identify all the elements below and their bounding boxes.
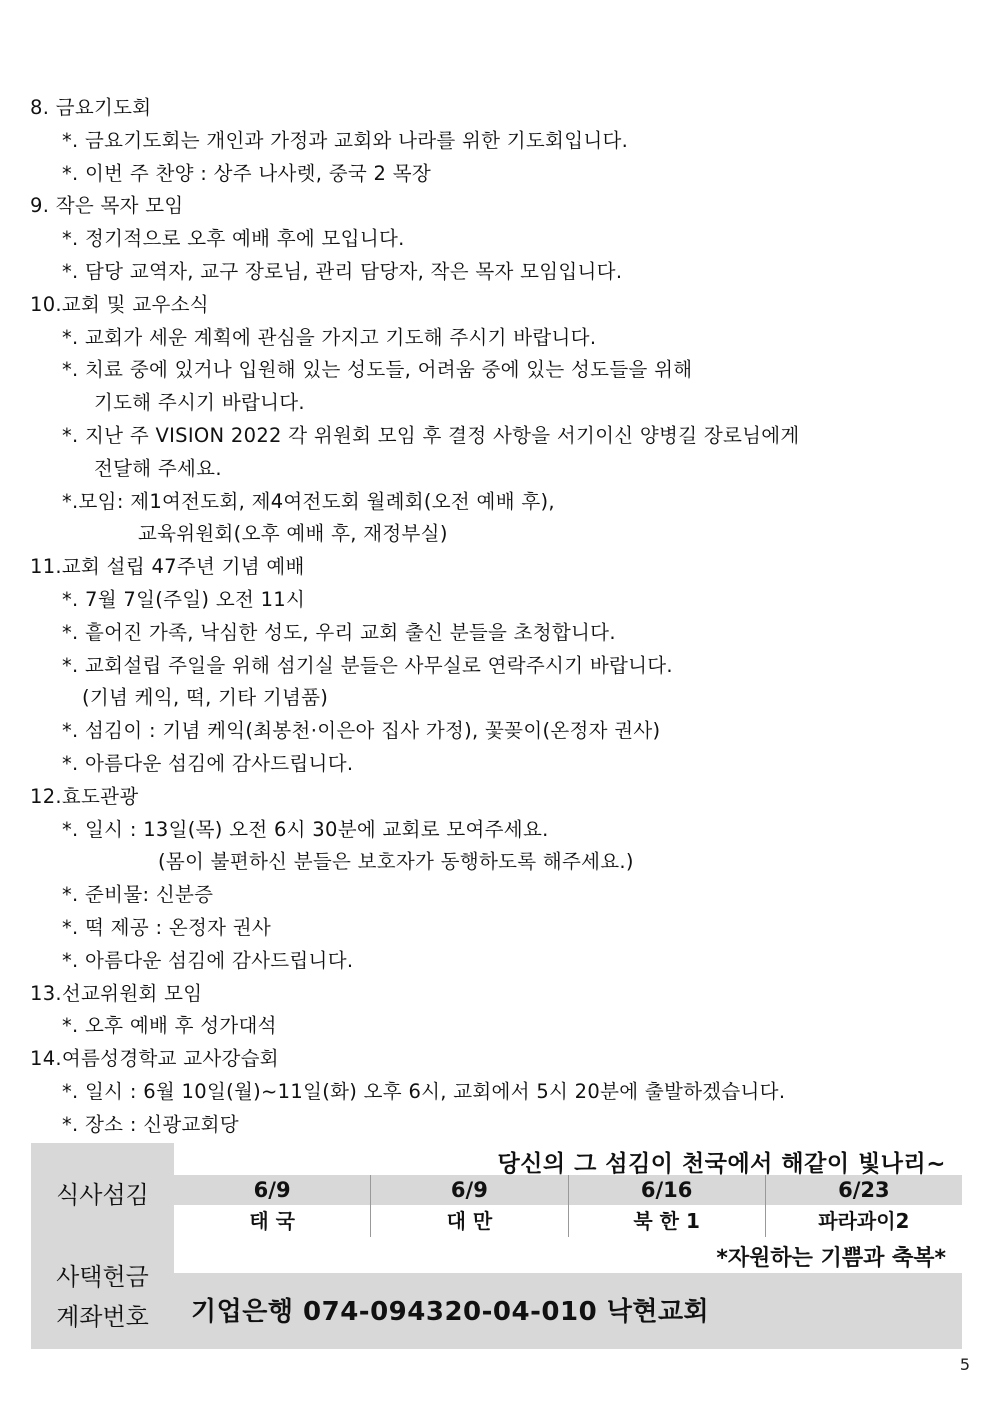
announcement-line: 기도해 주시기 바랍니다. — [94, 391, 305, 415]
meal-dates-row — [174, 1175, 962, 1205]
announcement-line: *. 지난 주 VISION 2022 각 위원회 모임 후 결정 사항을 서기이신 양병길 장로님에게 — [62, 423, 800, 447]
meal-group: 파라과이2 — [765, 1205, 962, 1237]
announcement-line: *. 담당 교역자, 교구 장로님, 관리 담당자, 작은 목자 모임입니다. — [62, 259, 623, 283]
announcement-line: *.모임: 제1여전도회, 제4여전도회 월례회(오전 예배 후), — [62, 489, 555, 513]
service-table — [31, 1143, 962, 1349]
announcement-line: 9. 작은 목자 모임 — [30, 194, 184, 218]
announcement-line: 14.여름성경학교 교사강습회 — [30, 1047, 279, 1071]
account-label: 계좌번호 — [56, 1303, 149, 1331]
motto-text: 당신의 그 섬김이 천국에서 해같이 빛나리~ — [497, 1151, 946, 1177]
bank-account: 기업은행 074-094320-04-010 낙현교회 — [191, 1297, 710, 1327]
offering-row — [174, 1237, 962, 1273]
meal-group: 대 만 — [370, 1205, 567, 1237]
announcement-line: *. 섬김이 : 기념 케익(최봉천·이은아 집사 가정), 꽃꽂이(온정자 권사) — [62, 719, 661, 743]
announcement-list — [30, 92, 970, 1142]
meal-groups-row — [174, 1205, 962, 1237]
motto-row — [174, 1143, 962, 1175]
meal-date: 6/16 — [568, 1175, 765, 1205]
announcement-line: *. 준비물: 신분증 — [62, 883, 214, 907]
announcement-line: *. 떡 제공 : 온정자 권사 — [62, 915, 272, 939]
meal-date: 6/23 — [765, 1175, 962, 1205]
meal-group: 태 국 — [249, 1209, 295, 1233]
meal-date: 6/9 — [370, 1175, 567, 1205]
announcement-line: 10.교회 및 교우소식 — [30, 292, 209, 316]
announcement-line: *. 오후 예배 후 성가대석 — [62, 1014, 277, 1038]
meal-group: 북 한 1 — [568, 1205, 765, 1237]
announcement-line: *. 치료 중에 있거나 입원해 있는 성도들, 어려움 중에 있는 성도들을 위해 — [62, 358, 693, 382]
announcement-line: 전달해 주세요. — [94, 456, 222, 480]
announcement-line: 8. 금요기도회 — [30, 96, 152, 119]
announcement-line: 12.효도관광 — [30, 784, 139, 808]
announcement-line: 13.선교위원회 모임 — [30, 981, 203, 1005]
announcement-line: *. 교회가 세운 계획에 관심을 가지고 기도해 주시기 바랍니다. — [62, 325, 597, 349]
announcement-line: *. 이번 주 찬양 : 상주 나사렛, 중국 2 목장 — [62, 161, 432, 185]
announcement-line: *. 정기적으로 오후 예배 후에 모입니다. — [62, 227, 405, 251]
announcement-line: *. 아름다운 섬김에 감사드립니다. — [62, 948, 354, 972]
announcement-line: *. 7월 7일(주일) 오전 11시 — [62, 587, 306, 611]
announcement-line: *. 금요기도회는 개인과 가정과 교회와 나라를 위한 기도회입니다. — [62, 128, 629, 152]
announcement-line: *. 장소 : 신광교회당 — [62, 1112, 239, 1136]
announcement-line: 교육위원회(오후 예배 후, 재정부실) — [138, 522, 448, 546]
announcement-line: *. 흩어진 가족, 낙심한 성도, 우리 교회 출신 분들을 초청합니다. — [62, 620, 616, 644]
announcement-line: *. 교회설립 주일을 위해 섬기실 분들은 사무실로 연락주시기 바랍니다. — [62, 653, 673, 677]
offering-motto: *자원하는 기쁨과 축복* — [716, 1246, 946, 1271]
announcement-line: *. 일시 : 6월 10일(월)~11일(화) 오후 6시, 교회에서 5시 20분에 출발하겠습니다. — [62, 1079, 786, 1103]
announcement-line: *. 아름다운 섬김에 감사드립니다. — [62, 751, 354, 775]
meal-service-label: 식사섬김 — [56, 1181, 149, 1209]
announcement-line: (기념 케익, 떡, 기타 기념품) — [82, 686, 329, 710]
meal-date: 6/9 — [253, 1178, 291, 1202]
page-number: 5 — [959, 1355, 970, 1374]
announcement-line: *. 일시 : 13일(목) 오전 6시 30분에 교회로 모여주세요. — [62, 817, 549, 841]
announcement-line: 11.교회 설립 47주년 기념 예배 — [30, 555, 305, 579]
offering-label: 사택헌금 — [56, 1263, 149, 1291]
announcement-line: (몸이 불편하신 분들은 보호자가 동행하도록 해주세요.) — [158, 850, 634, 874]
